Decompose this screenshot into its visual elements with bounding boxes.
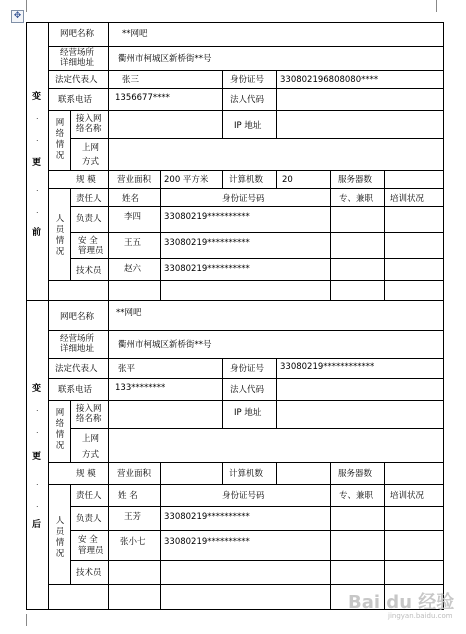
col-line <box>276 400 277 428</box>
address-label-line2: 详细地址 <box>60 344 95 354</box>
staff-header-training: 培训状况 <box>390 194 425 204</box>
row-line <box>70 428 444 429</box>
staff-role-3: 技术员 <box>76 266 102 276</box>
col-line <box>330 484 331 610</box>
upnet-label-line1: 上网 <box>82 434 100 444</box>
staff-header-training: 培训状况 <box>390 491 425 501</box>
staff-header-name: 姓 名 <box>118 491 138 501</box>
staff-role-2-line2: 管理员 <box>78 546 104 556</box>
legal-rep-label: 法定代表人 <box>55 364 98 374</box>
col-line <box>222 462 223 484</box>
col-line <box>222 170 223 188</box>
access-label-line2: 络名称 <box>76 124 102 134</box>
col-line <box>70 188 71 280</box>
phone-value[interactable]: 133******** <box>115 383 166 393</box>
staff-side-label: 人 员 情 况 <box>55 214 65 257</box>
col-line <box>276 462 277 484</box>
id-value[interactable]: 330802196808080**** <box>280 75 379 85</box>
col-line <box>222 400 223 428</box>
staff-id-1[interactable]: 33080219********** <box>164 212 250 222</box>
network-side-label: 网 络 情 况 <box>55 408 65 451</box>
cafe-name-label: 网吧名称 <box>60 29 95 39</box>
legal-code-label: 法人代码 <box>230 385 265 395</box>
id-label: 身份证号 <box>230 364 265 374</box>
servers-label: 服务器数 <box>338 175 373 185</box>
staff-header-role: 责任人 <box>76 491 102 501</box>
row-line <box>70 258 444 259</box>
staff-header-role: 责任人 <box>76 194 102 204</box>
col-line <box>70 400 71 462</box>
ip-label: IP 地址 <box>234 121 262 131</box>
dot-mark: . <box>36 206 39 215</box>
machines-label: 计算机数 <box>229 469 264 479</box>
legal-code-label: 法人代码 <box>230 95 265 105</box>
col-line <box>160 462 161 484</box>
access-label-line1: 接入网 <box>76 114 102 124</box>
staff-name-3[interactable]: 赵六 <box>124 264 142 274</box>
area-label: 营业面积 <box>117 175 152 185</box>
col-line <box>160 188 161 300</box>
scale-label: 规 模 <box>76 175 96 185</box>
staff-id-2[interactable]: 33080219********** <box>164 238 250 248</box>
cafe-name-label: 网吧名称 <box>60 312 95 322</box>
baidu-watermark: Bai du 经验 <box>348 592 455 613</box>
staff-id-3[interactable]: 33080219********** <box>164 264 250 274</box>
row-line <box>70 138 444 139</box>
address-value[interactable]: 衢州市柯城区新桥街**号 <box>118 340 212 350</box>
col-line <box>384 462 385 484</box>
area-value[interactable]: 200 平方米 <box>164 175 209 185</box>
staff-header-name: 姓名 <box>122 194 140 204</box>
col-line <box>384 170 385 188</box>
table-move-handle-icon[interactable]: ✥ <box>11 10 24 23</box>
col-line <box>330 170 331 188</box>
side-label-before-1: 变 <box>32 92 42 102</box>
dot-mark: . <box>36 478 39 487</box>
staff-role-2-line1: 安 全 <box>78 535 98 545</box>
dot-mark: . <box>36 112 39 121</box>
col-line <box>276 170 277 188</box>
staff-id-2[interactable]: 33080219********** <box>164 537 250 547</box>
cafe-name-value[interactable]: **网吧 <box>122 29 148 39</box>
id-value[interactable]: 33080219************ <box>280 362 375 372</box>
ip-label: IP 地址 <box>234 408 262 418</box>
staff-name-2[interactable]: 张小七 <box>120 537 146 547</box>
col-line <box>160 170 161 188</box>
machines-value[interactable]: 20 <box>282 175 293 185</box>
phone-value[interactable]: 1356677**** <box>115 93 170 103</box>
staff-role-1: 负责人 <box>76 514 102 524</box>
dot-mark: . <box>36 426 39 435</box>
staff-header-id: 身份证号码 <box>222 194 265 204</box>
col-line <box>276 110 277 138</box>
staff-header-fulltime: 专、兼职 <box>339 194 374 204</box>
address-label-line2: 详细地址 <box>60 58 95 68</box>
side-label-before-2: 更 <box>32 158 42 168</box>
crop-mark-top-left <box>18 0 27 12</box>
staff-id-1[interactable]: 33080219********** <box>164 512 250 522</box>
col-line <box>108 22 109 110</box>
upnet-label-line2: 方式 <box>82 450 100 460</box>
staff-header-fulltime: 专、兼职 <box>339 491 374 501</box>
staff-name-1[interactable]: 王芳 <box>124 512 142 522</box>
col-line <box>108 188 109 300</box>
address-value[interactable]: 衢州市柯城区新桥街**号 <box>118 54 212 64</box>
legal-rep-label: 法定代表人 <box>55 75 98 85</box>
col-line <box>276 358 277 400</box>
side-label-before-3: 前 <box>32 228 42 238</box>
cafe-name-value[interactable]: **网吧 <box>116 308 142 318</box>
row-line <box>70 206 444 207</box>
staff-role-1: 负责人 <box>76 214 102 224</box>
row-line <box>70 560 444 561</box>
col-line <box>222 70 223 110</box>
col-line <box>160 484 161 610</box>
address-label-line1: 经营场所 <box>60 334 95 344</box>
crop-mark-top-right <box>436 0 445 12</box>
staff-side-label: 人 员 情 况 <box>55 516 65 559</box>
col-line <box>330 462 331 484</box>
col-line <box>108 484 109 610</box>
dot-mark: . <box>36 500 39 509</box>
address-label-line1: 经营场所 <box>60 48 95 58</box>
col-line <box>108 462 109 484</box>
servers-label: 服务器数 <box>338 469 373 479</box>
legal-rep-value[interactable]: 张平 <box>118 364 136 374</box>
staff-name-2[interactable]: 王五 <box>124 238 142 248</box>
scale-label: 规 模 <box>76 469 96 479</box>
crop-mark-bottom-left <box>18 614 27 626</box>
upnet-label-line2: 方式 <box>82 157 100 167</box>
col-line <box>48 300 49 610</box>
col-line <box>222 110 223 138</box>
access-label-line2: 络名称 <box>76 414 102 424</box>
machines-label: 计算机数 <box>229 175 264 185</box>
phone-label: 联系电话 <box>58 385 93 395</box>
dot-mark: . <box>36 184 39 193</box>
row-line <box>70 232 444 233</box>
col-line <box>222 358 223 400</box>
col-line <box>108 400 109 462</box>
col-line <box>108 300 109 400</box>
side-label-after-1: 变 <box>32 384 42 394</box>
side-label-after-3: 后 <box>32 520 42 530</box>
staff-header-id: 身份证号码 <box>222 491 265 501</box>
col-line <box>70 484 71 584</box>
staff-role-2-line1: 安 全 <box>78 236 98 246</box>
row-line <box>70 530 444 531</box>
network-side-label: 网 络 情 况 <box>55 118 65 161</box>
phone-label: 联系电话 <box>58 95 93 105</box>
dot-mark: . <box>36 134 39 143</box>
id-label: 身份证号 <box>230 75 265 85</box>
col-line <box>48 22 49 300</box>
dot-mark: . <box>36 404 39 413</box>
row-line <box>70 506 444 507</box>
col-line <box>70 110 71 170</box>
area-label: 营业面积 <box>117 469 152 479</box>
col-line <box>108 170 109 188</box>
access-label-line1: 接入网 <box>76 404 102 414</box>
col-line <box>330 188 331 300</box>
section-divider <box>26 300 444 301</box>
col-line <box>108 110 109 170</box>
col-line <box>276 70 277 110</box>
staff-role-2-line2: 管理员 <box>78 246 104 256</box>
baidu-watermark-url: jingyan.baidu.com <box>388 612 453 620</box>
legal-rep-value[interactable]: 张三 <box>122 75 140 85</box>
staff-role-3: 技术员 <box>76 568 102 578</box>
staff-name-1[interactable]: 李四 <box>124 212 142 222</box>
side-label-after-2: 更 <box>32 452 42 462</box>
upnet-label-line1: 上网 <box>82 143 100 153</box>
col-line <box>384 188 385 300</box>
